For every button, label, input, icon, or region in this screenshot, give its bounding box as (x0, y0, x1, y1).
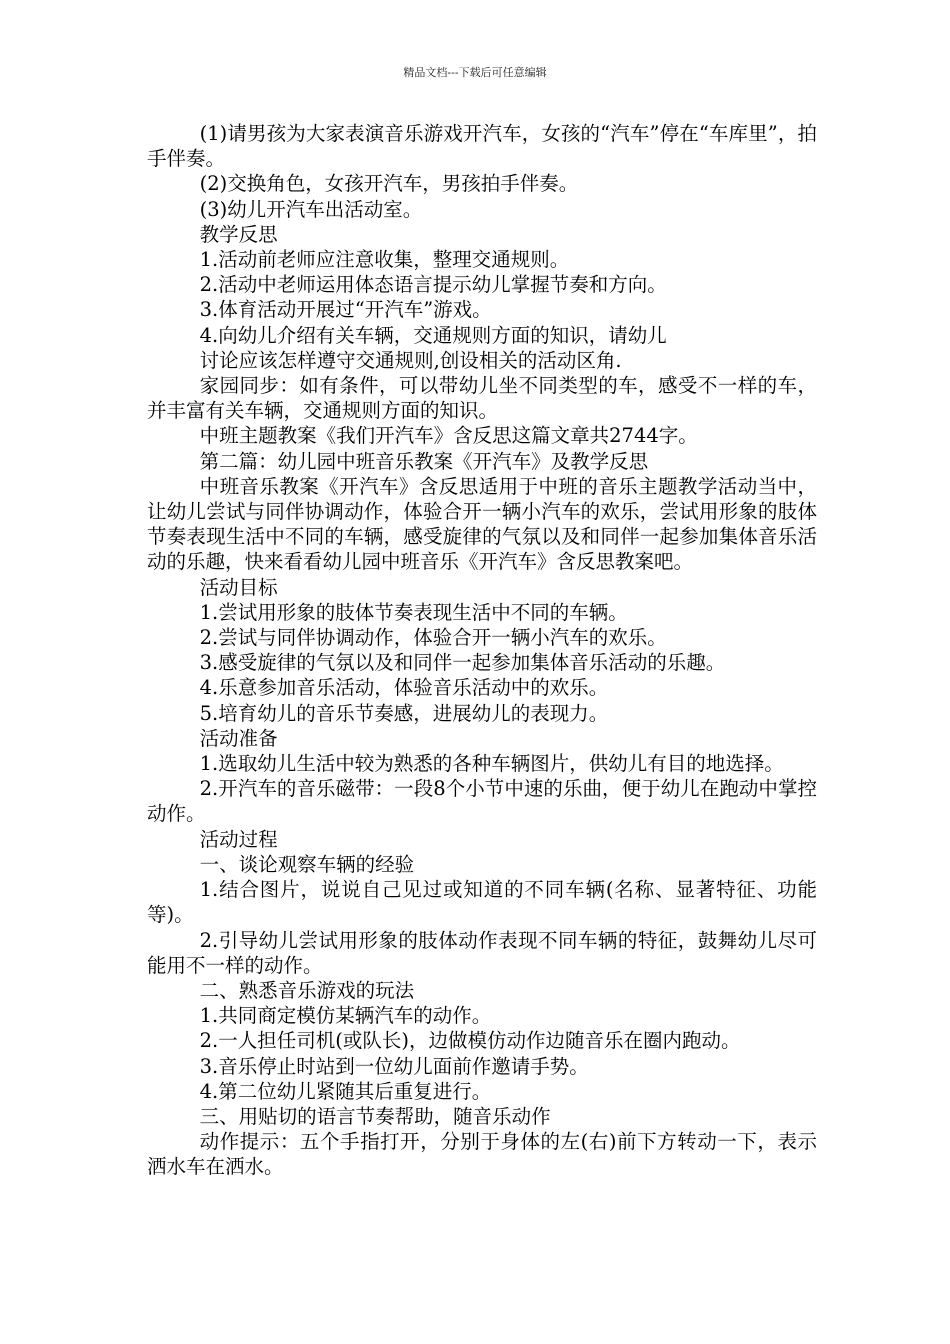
section-heading: 教学反思 (199, 222, 278, 246)
page-header: 精品文档---下载后可任意编辑 (403, 66, 547, 79)
paragraph: 1.共同商定模仿某辆汽车的动作。 (199, 1004, 492, 1028)
subsection-heading: 三、用贴切的语言节奏帮助，随音乐动作 (199, 1104, 551, 1128)
paragraph: (1)请男孩为大家表演音乐游戏开汽车，女孩的“汽车”停在“车库里”，拍手伴奏。 (147, 122, 817, 171)
paragraph: 1.尝试用形象的肢体节奏表现生活中不同的车辆。 (199, 600, 628, 624)
paragraph: 2.活动中老师运用体态语言提示幼儿掌握节奏和方向。 (199, 273, 667, 297)
paragraph: 1.结合图片，说说自己见过或知道的不同车辆(名称、显著特征、功能等)。 (147, 878, 817, 927)
paragraph: 2.开汽车的音乐磁带：一段8个小节中速的乐曲，便于幼儿在跑动中掌控动作。 (147, 777, 817, 826)
paragraph: 讨论应该怎样遵守交通规则,创设相关的活动区角. (199, 348, 622, 372)
paragraph: 动作提示：五个手指打开，分别于身体的左(右)前下方转动一下，表示洒水车在洒水。 (147, 1130, 817, 1179)
paragraph: 1.活动前老师应注意收集，整理交通规则。 (199, 248, 570, 272)
paragraph: 中班音乐教案《开汽车》含反思适用于中班的音乐主题教学活动当中，让幼儿尝试与同伴协调动作，体验合开一辆小汽车的欢乐，尝试用形象的肢体节奏表现生活中不同的车辆，感受旋律的气氛以及和同伴一起参加集体音乐活动的乐趣，快来看看幼儿园中班音乐《开汽车》含反思教案吧。 (147, 474, 817, 574)
subsection-heading: 二、熟悉音乐游戏的玩法 (199, 978, 415, 1002)
paragraph: 5.培育幼儿的音乐节奏感，进展幼儿的表现力。 (199, 701, 609, 725)
paragraph: 2.一人担任司机(或队长)，边做模仿动作边随音乐在圈内跑动。 (199, 1029, 741, 1053)
paragraph: 4.乐意参加音乐活动，体验音乐活动中的欢乐。 (199, 676, 609, 700)
paragraph: 3.感受旋律的气氛以及和同伴一起参加集体音乐活动的乐趣。 (199, 651, 726, 675)
section-heading: 活动目标 (199, 575, 278, 599)
paragraph: 中班主题教案《我们开汽车》含反思这篇文章共2744字。 (199, 424, 698, 448)
subsection-heading: 一、谈论观察车辆的经验 (199, 852, 415, 876)
paragraph: 4.第二位幼儿紧随其后重复进行。 (199, 1079, 492, 1103)
paragraph: 4.向幼儿介绍有关车辆，交通规则方面的知识，请幼儿 (199, 323, 667, 347)
section-heading: 活动过程 (199, 827, 278, 851)
section-heading: 第二篇：幼儿园中班音乐教案《开汽车》及教学反思 (199, 449, 649, 473)
paragraph: 2.引导幼儿尝试用形象的肢体动作表现不同车辆的特征，鼓舞幼儿尽可能用不一样的动作。 (147, 928, 817, 977)
paragraph: 家园同步：如有条件，可以带幼儿坐不同类型的车，感受不一样的车，并丰富有关车辆，交通规则方面的知识。 (147, 374, 817, 423)
paragraph: (2)交换角色，女孩开汽车，男孩拍手伴奏。 (199, 172, 579, 196)
section-heading: 活动准备 (199, 726, 278, 750)
document-body (147, 121, 817, 1180)
paragraph: 1.选取幼儿生活中较为熟悉的各种车辆图片，供幼儿有目的地选择。 (199, 752, 784, 776)
paragraph: 2.尝试与同伴协调动作，体验合开一辆小汽车的欢乐。 (199, 626, 667, 650)
paragraph: 3.体育活动开展过“开汽车”游戏。 (199, 298, 492, 322)
paragraph: 3.音乐停止时站到一位幼儿面前作邀请手势。 (199, 1054, 589, 1078)
paragraph: (3)幼儿开汽车出活动室。 (199, 197, 423, 221)
